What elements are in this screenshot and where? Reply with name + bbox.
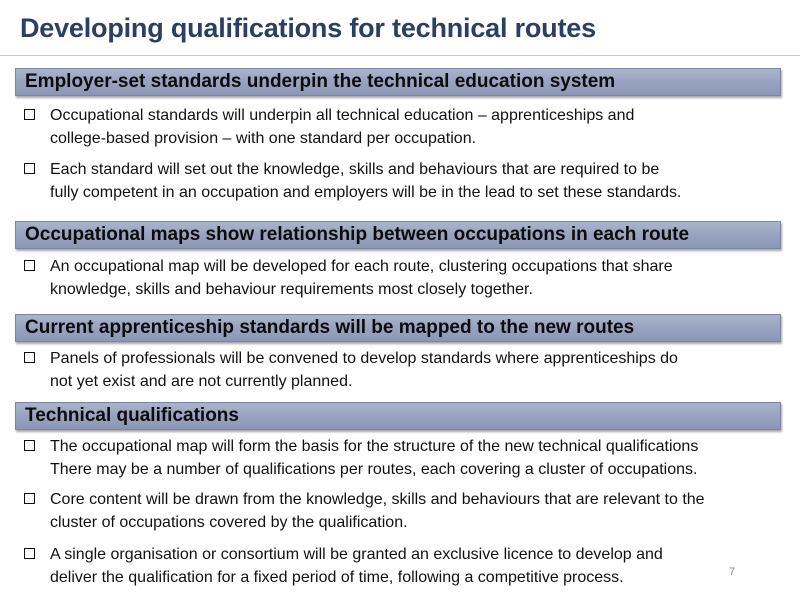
section-heading-apprenticeship-standards: Current apprenticeship standards will be mapped to the new routes	[15, 314, 781, 342]
bullet-line: Each standard will set out the knowledge, skills and behaviours that are required to be	[50, 161, 660, 178]
bullet-item	[24, 104, 794, 150]
bullet-item	[24, 158, 794, 204]
checkbox-bullet-icon	[24, 548, 35, 559]
bullet-line: An occupational map will be developed for each route, clustering occupations that share	[50, 258, 673, 275]
title-divider	[0, 55, 800, 56]
bullet-line: cluster of occupations covered by the qualification.	[50, 514, 408, 531]
checkbox-bullet-icon	[24, 352, 35, 363]
bullet-line: college-based provision – with one standard per occupation.	[50, 130, 477, 147]
bullet-item	[24, 347, 794, 393]
bullet-line: Core content will be drawn from the knowledge, skills and behaviours that are relevant to the	[50, 491, 705, 508]
bullet-line: There may be a number of qualifications per routes, each covering a cluster of occupations.	[50, 461, 698, 478]
bullet-line: deliver the qualification for a fixed period of time, following a competitive process.	[50, 569, 624, 586]
checkbox-bullet-icon	[24, 493, 35, 504]
bullet-line: Occupational standards will underpin all technical education – apprenticeships and	[50, 107, 635, 124]
bullet-line: knowledge, skills and behaviour requirements most closely together.	[50, 281, 533, 298]
section-heading-employer-standards: Employer-set standards underpin the technical education system	[15, 68, 781, 96]
bullet-item	[24, 255, 794, 301]
bullet-line: fully competent in an occupation and employers will be in the lead to set these standards.	[50, 184, 682, 201]
bullet-item	[24, 435, 794, 481]
bullet-line: A single organisation or consortium will be granted an exclusive licence to develop and	[50, 546, 663, 563]
checkbox-bullet-icon	[24, 109, 35, 120]
checkbox-bullet-icon	[24, 260, 35, 271]
section-heading-occupational-maps: Occupational maps show relationship between occupations in each route	[15, 221, 781, 249]
checkbox-bullet-icon	[24, 163, 35, 174]
checkbox-bullet-icon	[24, 440, 35, 451]
bullet-item	[24, 543, 794, 589]
page-number: 7	[729, 566, 736, 578]
bullet-line: Panels of professionals will be convened to develop standards where apprenticeships do	[50, 350, 678, 367]
bullet-line: not yet exist and are not currently planned.	[50, 373, 353, 390]
section-heading-technical-qualifications: Technical qualifications	[15, 402, 781, 430]
bullet-line: The occupational map will form the basis for the structure of the new technical qualifications	[50, 438, 699, 455]
slide-title: Developing qualifications for technical routes	[20, 13, 596, 43]
bullet-item	[24, 488, 794, 534]
